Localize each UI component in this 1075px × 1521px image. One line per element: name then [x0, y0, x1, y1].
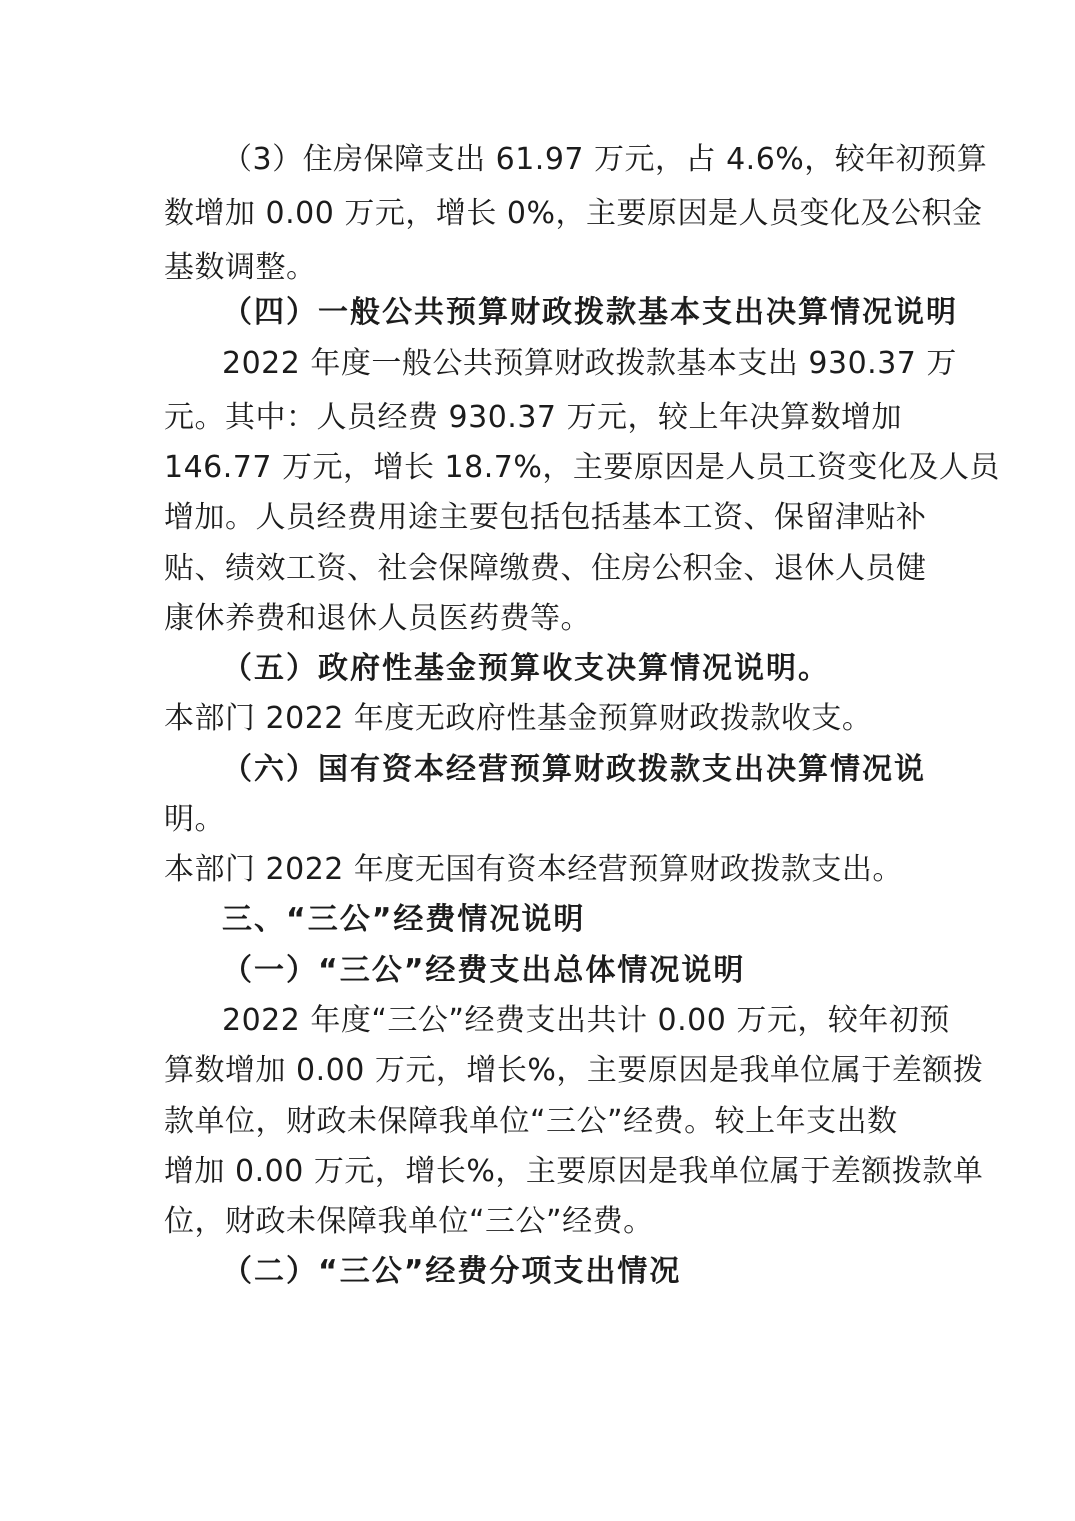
heading-section-6-line-2: 明。 — [164, 802, 225, 837]
heading-section-5: （五）政府性基金预算收支决算情况说明。 — [222, 651, 830, 686]
paragraph-government-fund: 本部门 2022 年度无政府性基金预算财政拨款收支。 — [164, 701, 873, 736]
paragraph-basic-expenditure-line-2: 元。其中：人员经费 930.37 万元，较上年决算数增加 — [164, 400, 903, 435]
paragraph-housing-line-1: （3）住房保障支出 61.97 万元，占 4.6%，较年初预算 — [222, 142, 988, 177]
paragraph-basic-expenditure-line-6: 康休养费和退休人员医药费等。 — [164, 601, 591, 636]
paragraph-basic-expenditure-line-1: 2022 年度一般公共预算财政拨款基本支出 930.37 万 — [222, 346, 957, 381]
paragraph-three-public-line-5: 位，财政未保障我单位“三公”经费。 — [164, 1204, 654, 1239]
paragraph-three-public-line-3: 款单位，财政未保障我单位“三公”经费。较上年支出数 — [164, 1104, 898, 1139]
paragraph-basic-expenditure-line-5: 贴、绩效工资、社会保障缴费、住房公积金、退休人员健 — [164, 551, 927, 586]
paragraph-housing-line-3: 基数调整。 — [164, 250, 317, 285]
heading-section-6-line-1: （六）国有资本经营预算财政拨款支出决算情况说 — [222, 752, 926, 787]
heading-section-4: （四）一般公共预算财政拨款基本支出决算情况说明 — [222, 295, 958, 330]
heading-part-3: 三、“三公”经费情况说明 — [222, 902, 586, 937]
paragraph-basic-expenditure-line-3: 146.77 万元，增长 18.7%，主要原因是人员工资变化及人员 — [164, 450, 1000, 485]
paragraph-three-public-line-2: 算数增加 0.00 万元，增长%，主要原因是我单位属于差额拨 — [164, 1053, 984, 1088]
paragraph-basic-expenditure-line-4: 增加。人员经费用途主要包括包括基本工资、保留津贴补 — [164, 500, 927, 535]
paragraph-three-public-line-4: 增加 0.00 万元，增长%，主要原因是我单位属于差额拨款单 — [164, 1154, 984, 1189]
heading-three-public-overall: （一）“三公”经费支出总体情况说明 — [222, 953, 746, 988]
paragraph-state-capital: 本部门 2022 年度无国有资本经营预算财政拨款支出。 — [164, 852, 903, 887]
paragraph-three-public-line-1: 2022 年度“三公”经费支出共计 0.00 万元，较年初预 — [222, 1003, 950, 1038]
heading-three-public-itemized: （二）“三公”经费分项支出情况 — [222, 1254, 682, 1289]
paragraph-housing-line-2: 数增加 0.00 万元，增长 0%，主要原因是人员变化及公积金 — [164, 196, 983, 231]
